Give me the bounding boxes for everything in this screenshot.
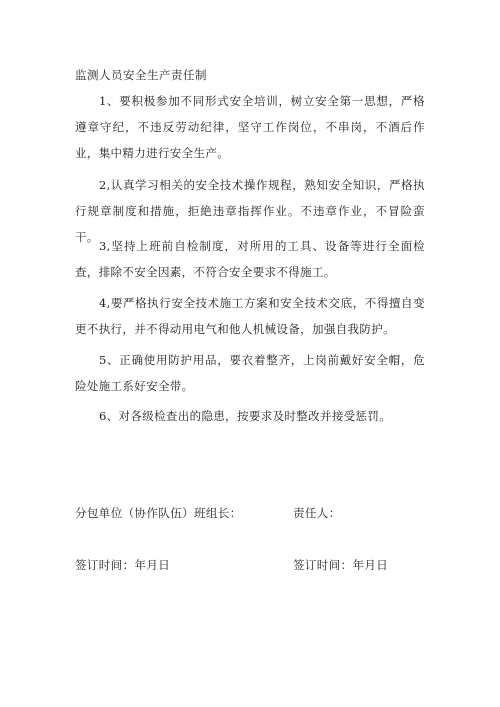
paragraph-1: 1、要积极参加不同形式安全培训，树立安全第一思想，严格遵章守纪，不违反劳动纪律，坚守工作岗位，不串岗，不酒后作业，集中精力进行安全生产。	[75, 94, 425, 160]
paragraph-2: 2,认真学习相关的安全技术操作规程，熟知安全知识，严格执行规章制度和措施，拒絶违章指挥作业。不违章作业，不冒险蛮干。	[75, 178, 425, 244]
paragraph-3: 3,坚持上班前自检制度，对所用的工具、设备等进行全面检查，排除不安全因素，不符合安全要求不得施工。	[75, 239, 425, 279]
signature-unit-leader: 分包单位（协作队伍）班组长：	[75, 506, 242, 520]
signature-responsible: 责任人：	[293, 506, 341, 520]
paragraph-4: 4,要严格执行安全技术施工方案和安全技术交底，不得擅自变更不执行，并不得动用电气和他人机械设备，加强自我防护。	[75, 296, 425, 336]
paragraph-6: 6、对各级检查出的隐患，按要求及时整改并接受惩罚。	[99, 409, 392, 423]
signature-date-left: 签订时间：年月日	[75, 558, 171, 572]
signature-date-right: 签订时间：年月日	[293, 558, 389, 572]
document-title: 监测人员安全生产责任制	[75, 68, 207, 82]
paragraph-5: 5、正确使用防护用品，要衣着整齐，上岗前戴好安全帽，危险处施工系好安全带。	[75, 353, 425, 393]
